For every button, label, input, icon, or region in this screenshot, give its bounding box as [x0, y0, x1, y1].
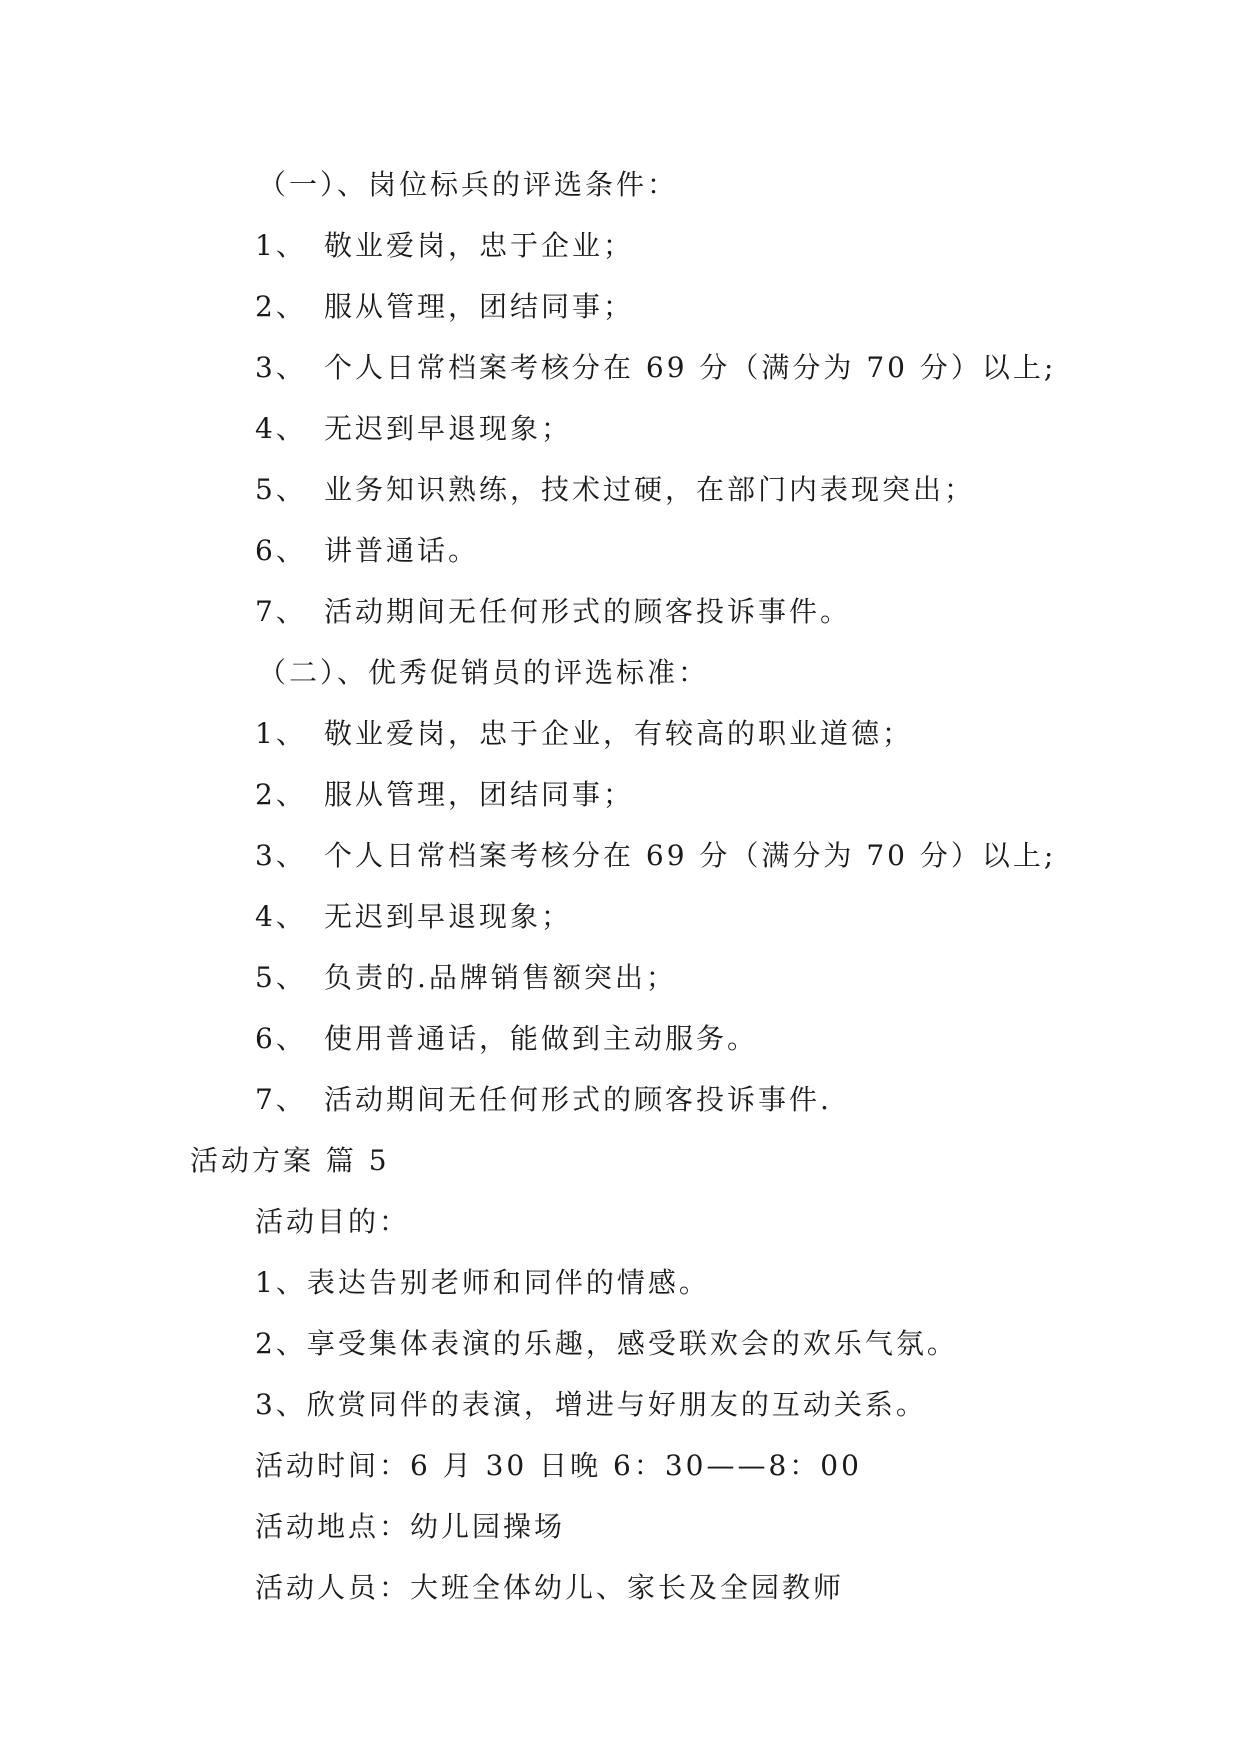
item-number: 7、	[255, 595, 307, 628]
item-number: 6、	[255, 534, 307, 567]
item-number: 5、	[255, 961, 307, 994]
item-text: 敬业爱岗，忠于企业，有较高的职业道德；	[324, 717, 914, 750]
item-text: 讲普通话。	[324, 534, 480, 567]
activity-place: 活动地点：幼儿园操场	[255, 1510, 566, 1543]
item-number: 3、	[255, 839, 307, 872]
item-number: 2、	[255, 778, 307, 811]
list-item	[0, 276, 1241, 337]
list-item	[0, 520, 1241, 581]
list-item	[0, 947, 1241, 1008]
item-text: 使用普通话，能做到主动服务。	[324, 1022, 759, 1055]
list-item	[0, 337, 1241, 398]
purpose-item: 2、享受集体表演的乐趣，感受联欢会的欢乐气氛。	[255, 1327, 958, 1360]
item-number: 2、	[255, 290, 307, 323]
list-item	[0, 703, 1241, 764]
plan-title: 活动方案 篇 5	[190, 1144, 390, 1177]
list-item	[0, 1069, 1241, 1130]
list-item	[0, 886, 1241, 947]
list-item	[0, 581, 1241, 642]
item-text: 业务知识熟练，技术过硬，在部门内表现突出；	[324, 473, 976, 506]
item-number: 4、	[255, 412, 307, 445]
activity-time: 活动时间：6 月 30 日晚 6：30——8：00	[255, 1449, 862, 1482]
list-item	[0, 764, 1241, 825]
section-heading: （一）、岗位标兵的评选条件：	[258, 168, 679, 201]
list-item	[0, 1008, 1241, 1069]
item-text: 服从管理，团结同事；	[324, 290, 635, 323]
item-number: 6、	[255, 1022, 307, 1055]
activity-people: 活动人员：大班全体幼儿、家长及全园教师	[255, 1571, 845, 1604]
document-body	[0, 154, 1241, 1618]
item-text: 无迟到早退现象；	[324, 900, 573, 933]
item-number: 1、	[255, 717, 307, 750]
item-text: 敬业爱岗，忠于企业；	[324, 229, 635, 262]
purpose-label: 活动目的：	[255, 1205, 411, 1238]
list-item	[0, 215, 1241, 276]
purpose-item: 1、表达告别老师和同伴的情感。	[255, 1266, 710, 1299]
list-item	[0, 459, 1241, 520]
list-item	[0, 398, 1241, 459]
section-heading: （二）、优秀促销员的评选标准：	[258, 656, 710, 689]
item-text: 活动期间无任何形式的顾客投诉事件.	[324, 1083, 832, 1116]
item-number: 7、	[255, 1083, 307, 1116]
item-text: 负责的.品牌销售额突出；	[324, 961, 677, 994]
item-number: 5、	[255, 473, 307, 506]
list-item	[0, 825, 1241, 886]
purpose-item: 3、欣赏同伴的表演，增进与好朋友的互动关系。	[255, 1388, 927, 1421]
item-number: 3、	[255, 351, 307, 384]
item-text: 个人日常档案考核分在 69 分（满分为 70 分）以上;	[324, 351, 1057, 384]
item-number: 1、	[255, 229, 307, 262]
item-text: 活动期间无任何形式的顾客投诉事件。	[324, 595, 852, 628]
item-text: 服从管理，团结同事；	[324, 778, 635, 811]
item-number: 4、	[255, 900, 307, 933]
item-text: 个人日常档案考核分在 69 分（满分为 70 分）以上;	[324, 839, 1057, 872]
item-text: 无迟到早退现象；	[324, 412, 573, 445]
